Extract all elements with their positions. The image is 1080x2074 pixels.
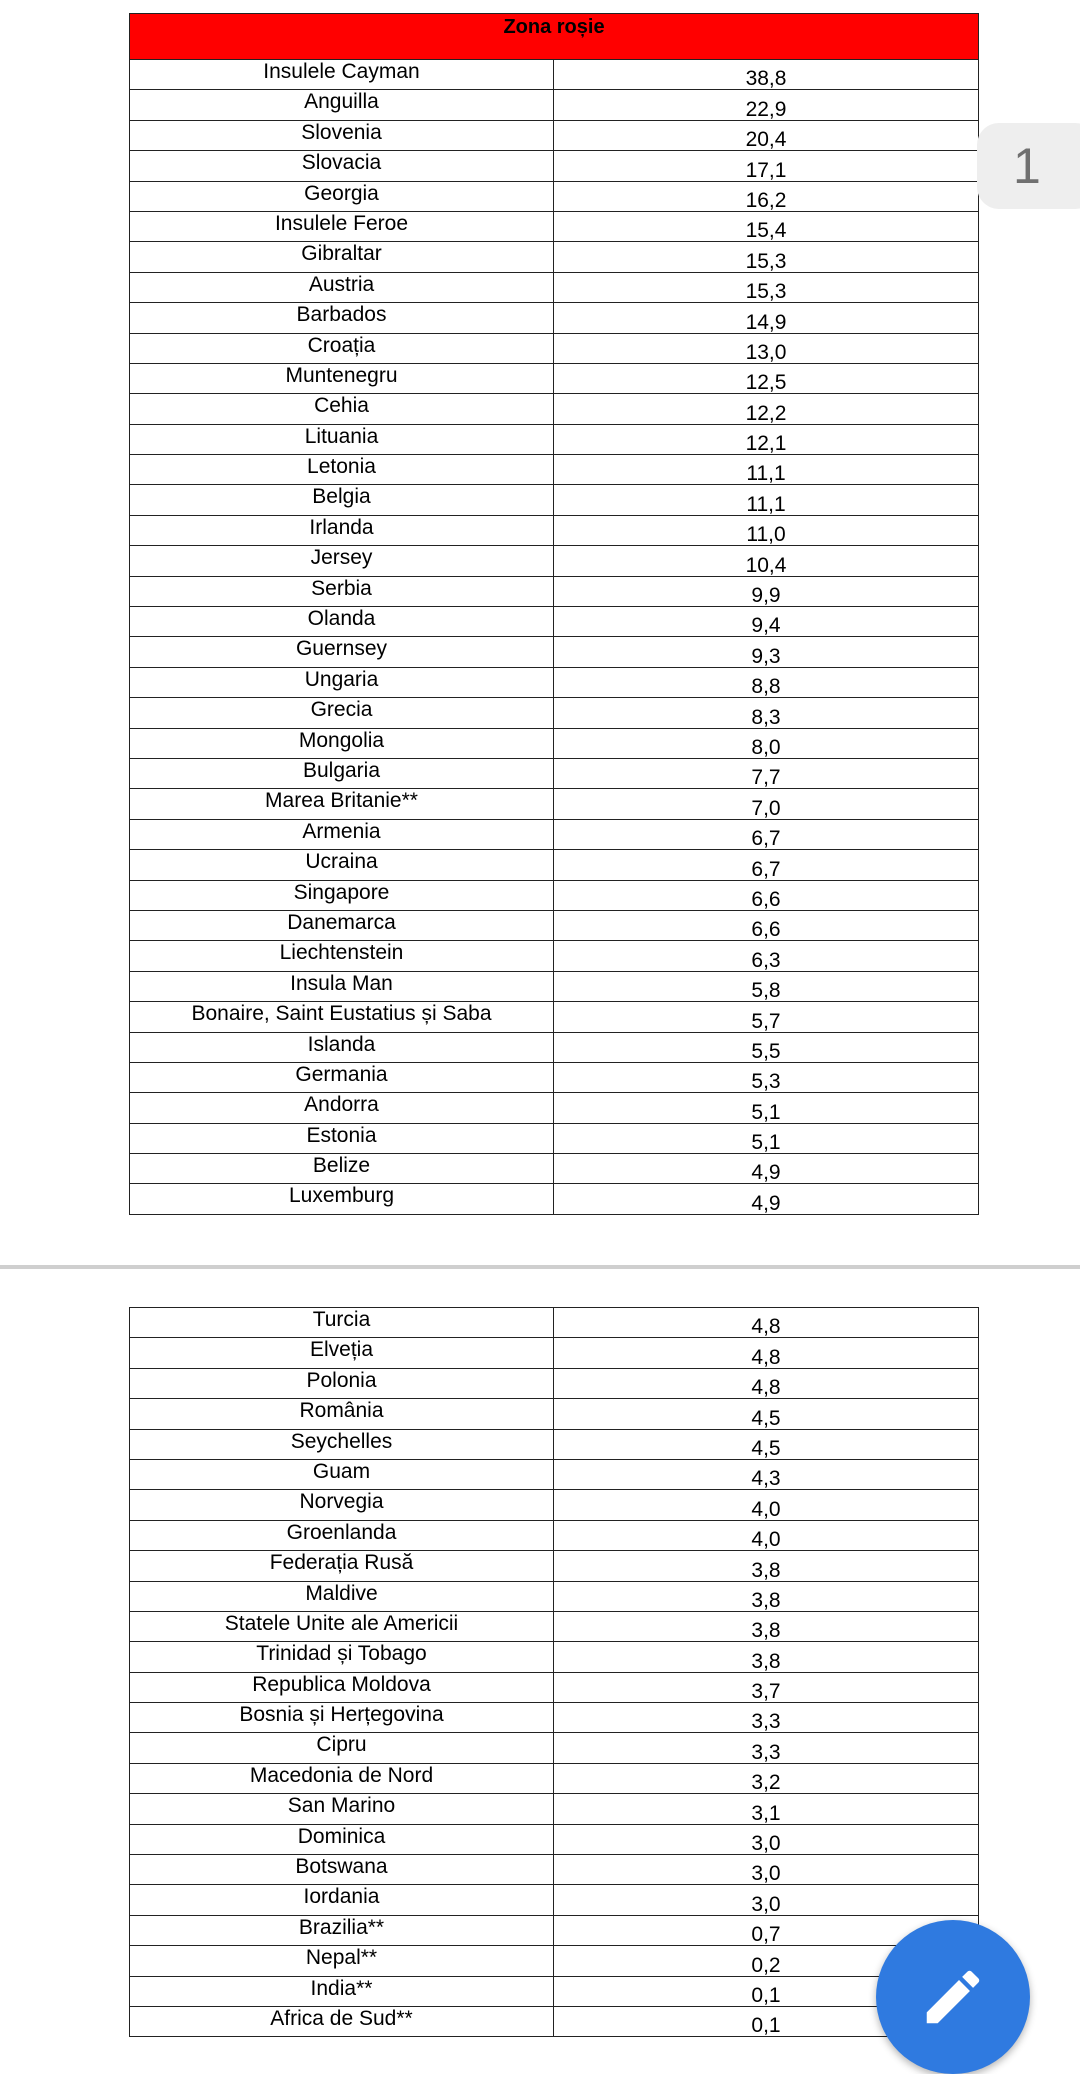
table-row bbox=[130, 120, 979, 150]
value-cell: 4,0 bbox=[554, 1520, 979, 1550]
red-zone-table bbox=[129, 13, 979, 1215]
value-cell: 13,0 bbox=[554, 333, 979, 363]
country-cell: Bulgaria bbox=[130, 758, 554, 788]
country-cell: Iordania bbox=[130, 1885, 554, 1915]
page-number-indicator: 1 bbox=[977, 123, 1080, 209]
edit-fab-button[interactable] bbox=[876, 1920, 1030, 2074]
value-cell: 3,8 bbox=[554, 1642, 979, 1672]
value-cell: 3,1 bbox=[554, 1794, 979, 1824]
value-cell: 5,8 bbox=[554, 971, 979, 1001]
country-cell: Slovacia bbox=[130, 151, 554, 181]
country-cell: România bbox=[130, 1399, 554, 1429]
country-cell: Elveția bbox=[130, 1338, 554, 1368]
country-cell: Ungaria bbox=[130, 667, 554, 697]
country-cell: Norvegia bbox=[130, 1490, 554, 1520]
value-cell: 9,9 bbox=[554, 576, 979, 606]
country-cell: Insulele Feroe bbox=[130, 211, 554, 241]
table-row bbox=[130, 424, 979, 454]
value-cell: 12,1 bbox=[554, 424, 979, 454]
value-cell: 3,0 bbox=[554, 1855, 979, 1885]
value-cell: 11,0 bbox=[554, 515, 979, 545]
table-row bbox=[130, 1915, 979, 1945]
table-row bbox=[130, 211, 979, 241]
country-cell: Armenia bbox=[130, 819, 554, 849]
value-cell: 4,3 bbox=[554, 1459, 979, 1489]
table-row bbox=[130, 1032, 979, 1062]
value-cell: 9,4 bbox=[554, 607, 979, 637]
table-row bbox=[130, 455, 979, 485]
value-cell: 10,4 bbox=[554, 546, 979, 576]
table-row bbox=[130, 637, 979, 667]
country-cell: Luxemburg bbox=[130, 1184, 554, 1214]
value-cell: 3,7 bbox=[554, 1672, 979, 1702]
value-cell: 4,8 bbox=[554, 1308, 979, 1338]
value-cell: 17,1 bbox=[554, 151, 979, 181]
country-cell: Marea Britanie** bbox=[130, 789, 554, 819]
value-cell: 4,9 bbox=[554, 1154, 979, 1184]
table-row bbox=[130, 272, 979, 302]
country-cell: Andorra bbox=[130, 1093, 554, 1123]
country-cell: Anguilla bbox=[130, 90, 554, 120]
value-cell: 4,8 bbox=[554, 1368, 979, 1398]
value-cell: 3,3 bbox=[554, 1703, 979, 1733]
value-cell: 4,8 bbox=[554, 1338, 979, 1368]
value-cell: 8,3 bbox=[554, 698, 979, 728]
value-cell: 6,3 bbox=[554, 941, 979, 971]
table-row bbox=[130, 1062, 979, 1092]
table-row bbox=[130, 1490, 979, 1520]
value-cell: 5,7 bbox=[554, 1002, 979, 1032]
country-cell: Cipru bbox=[130, 1733, 554, 1763]
value-cell: 11,1 bbox=[554, 485, 979, 515]
country-cell: Islanda bbox=[130, 1032, 554, 1062]
zone-title: Zona roșie bbox=[130, 14, 979, 60]
value-cell: 15,3 bbox=[554, 272, 979, 302]
table-row bbox=[130, 1368, 979, 1398]
table-row bbox=[130, 1123, 979, 1153]
table-row bbox=[130, 819, 979, 849]
value-cell: 7,7 bbox=[554, 758, 979, 788]
table-row bbox=[130, 667, 979, 697]
country-cell: San Marino bbox=[130, 1794, 554, 1824]
value-cell: 8,8 bbox=[554, 667, 979, 697]
table-row bbox=[130, 1154, 979, 1184]
table-row bbox=[130, 333, 979, 363]
value-cell: 7,0 bbox=[554, 789, 979, 819]
table-row bbox=[130, 485, 979, 515]
country-cell: Africa de Sud** bbox=[130, 2006, 554, 2036]
value-cell: 3,0 bbox=[554, 1885, 979, 1915]
country-cell: Federația Rusă bbox=[130, 1551, 554, 1581]
table-row bbox=[130, 789, 979, 819]
value-cell: 9,3 bbox=[554, 637, 979, 667]
value-cell: 5,1 bbox=[554, 1123, 979, 1153]
value-cell: 15,3 bbox=[554, 242, 979, 272]
country-cell: Trinidad și Tobago bbox=[130, 1642, 554, 1672]
value-cell: 5,3 bbox=[554, 1062, 979, 1092]
table-row bbox=[130, 303, 979, 333]
country-cell: Belize bbox=[130, 1154, 554, 1184]
value-cell: 6,7 bbox=[554, 850, 979, 880]
value-cell: 4,5 bbox=[554, 1429, 979, 1459]
table-row bbox=[130, 880, 979, 910]
table-row bbox=[130, 1338, 979, 1368]
country-cell: Letonia bbox=[130, 455, 554, 485]
country-cell: Estonia bbox=[130, 1123, 554, 1153]
country-cell: Barbados bbox=[130, 303, 554, 333]
country-cell: Liechtenstein bbox=[130, 941, 554, 971]
country-cell: Ucraina bbox=[130, 850, 554, 880]
value-cell: 0,1 bbox=[554, 2006, 979, 2036]
table-row bbox=[130, 1703, 979, 1733]
value-cell: 3,8 bbox=[554, 1611, 979, 1641]
country-cell: Muntenegru bbox=[130, 363, 554, 393]
country-cell: Grecia bbox=[130, 698, 554, 728]
table-row bbox=[130, 1429, 979, 1459]
value-cell: 4,9 bbox=[554, 1184, 979, 1214]
value-cell: 3,0 bbox=[554, 1824, 979, 1854]
value-cell: 3,8 bbox=[554, 1581, 979, 1611]
table-row bbox=[130, 1308, 979, 1338]
country-cell: Macedonia de Nord bbox=[130, 1763, 554, 1793]
country-cell: Guam bbox=[130, 1459, 554, 1489]
table-row bbox=[130, 607, 979, 637]
table-row bbox=[130, 151, 979, 181]
value-cell: 12,5 bbox=[554, 363, 979, 393]
table-row bbox=[130, 758, 979, 788]
table-row bbox=[130, 1733, 979, 1763]
table-row bbox=[130, 1824, 979, 1854]
country-cell: Polonia bbox=[130, 1368, 554, 1398]
country-cell: Insula Man bbox=[130, 971, 554, 1001]
table-row bbox=[130, 181, 979, 211]
value-cell: 8,0 bbox=[554, 728, 979, 758]
country-cell: Botswana bbox=[130, 1855, 554, 1885]
table-row bbox=[130, 1399, 979, 1429]
table-row bbox=[130, 1551, 979, 1581]
value-cell: 15,4 bbox=[554, 211, 979, 241]
country-cell: Danemarca bbox=[130, 910, 554, 940]
country-cell: Croația bbox=[130, 333, 554, 363]
table-row bbox=[130, 1093, 979, 1123]
value-cell: 6,6 bbox=[554, 910, 979, 940]
table-row bbox=[130, 242, 979, 272]
table-row bbox=[130, 728, 979, 758]
table-row bbox=[130, 1855, 979, 1885]
table-row bbox=[130, 1946, 979, 1976]
country-cell: India** bbox=[130, 1976, 554, 2006]
pencil-edit-icon bbox=[918, 1962, 988, 2032]
value-cell: 12,2 bbox=[554, 394, 979, 424]
value-cell: 4,5 bbox=[554, 1399, 979, 1429]
value-cell: 3,8 bbox=[554, 1551, 979, 1581]
table-row bbox=[130, 850, 979, 880]
country-cell: Jersey bbox=[130, 546, 554, 576]
table-row bbox=[130, 1520, 979, 1550]
country-cell: Georgia bbox=[130, 181, 554, 211]
value-cell: 11,1 bbox=[554, 455, 979, 485]
table-row bbox=[130, 1002, 979, 1032]
value-cell: 0,1 bbox=[554, 1976, 979, 2006]
country-cell: Maldive bbox=[130, 1581, 554, 1611]
value-cell: 6,6 bbox=[554, 880, 979, 910]
value-cell: 6,7 bbox=[554, 819, 979, 849]
country-cell: Singapore bbox=[130, 880, 554, 910]
table-row bbox=[130, 910, 979, 940]
value-cell: 5,1 bbox=[554, 1093, 979, 1123]
table-row bbox=[130, 515, 979, 545]
table-header-row bbox=[130, 14, 979, 60]
value-cell: 5,5 bbox=[554, 1032, 979, 1062]
table-row bbox=[130, 394, 979, 424]
value-cell: 4,0 bbox=[554, 1490, 979, 1520]
country-cell: Statele Unite ale Americii bbox=[130, 1611, 554, 1641]
table-row bbox=[130, 1611, 979, 1641]
table-row bbox=[130, 1763, 979, 1793]
country-cell: Gibraltar bbox=[130, 242, 554, 272]
value-cell: 20,4 bbox=[554, 120, 979, 150]
country-cell: Guernsey bbox=[130, 637, 554, 667]
country-cell: Slovenia bbox=[130, 120, 554, 150]
country-cell: Brazilia** bbox=[130, 1915, 554, 1945]
value-cell: 3,3 bbox=[554, 1733, 979, 1763]
table-row bbox=[130, 1459, 979, 1489]
table-row bbox=[130, 971, 979, 1001]
country-cell: Groenlanda bbox=[130, 1520, 554, 1550]
country-cell: Turcia bbox=[130, 1308, 554, 1338]
country-cell: Lituania bbox=[130, 424, 554, 454]
country-cell: Dominica bbox=[130, 1824, 554, 1854]
country-cell: Nepal** bbox=[130, 1946, 554, 1976]
table-row bbox=[130, 1581, 979, 1611]
country-cell: Mongolia bbox=[130, 728, 554, 758]
country-cell: Cehia bbox=[130, 394, 554, 424]
table-row bbox=[130, 546, 979, 576]
country-cell: Serbia bbox=[130, 576, 554, 606]
country-cell: Belgia bbox=[130, 485, 554, 515]
country-cell: Bosnia și Herțegovina bbox=[130, 1703, 554, 1733]
country-cell: Olanda bbox=[130, 607, 554, 637]
value-cell: 0,7 bbox=[554, 1915, 979, 1945]
table-row bbox=[130, 1672, 979, 1702]
table-row bbox=[130, 1976, 979, 2006]
country-cell: Bonaire, Saint Eustatius și Saba bbox=[130, 1002, 554, 1032]
value-cell: 38,8 bbox=[554, 60, 979, 90]
table-row bbox=[130, 1885, 979, 1915]
table-row bbox=[130, 60, 979, 90]
red-zone-table-continued bbox=[129, 1307, 979, 2037]
table-row bbox=[130, 576, 979, 606]
value-cell: 0,2 bbox=[554, 1946, 979, 1976]
value-cell: 16,2 bbox=[554, 181, 979, 211]
table-row bbox=[130, 363, 979, 393]
table-row bbox=[130, 2006, 979, 2036]
table-row bbox=[130, 698, 979, 728]
table-row bbox=[130, 90, 979, 120]
table-row bbox=[130, 1184, 979, 1214]
country-cell: Austria bbox=[130, 272, 554, 302]
country-cell: Seychelles bbox=[130, 1429, 554, 1459]
table-row bbox=[130, 941, 979, 971]
value-cell: 14,9 bbox=[554, 303, 979, 333]
value-cell: 3,2 bbox=[554, 1763, 979, 1793]
table-row bbox=[130, 1642, 979, 1672]
country-cell: Insulele Cayman bbox=[130, 60, 554, 90]
country-cell: Germania bbox=[130, 1062, 554, 1092]
country-cell: Irlanda bbox=[130, 515, 554, 545]
value-cell: 22,9 bbox=[554, 90, 979, 120]
country-cell: Republica Moldova bbox=[130, 1672, 554, 1702]
document-page-2 bbox=[0, 1269, 1080, 2038]
table-row bbox=[130, 1794, 979, 1824]
